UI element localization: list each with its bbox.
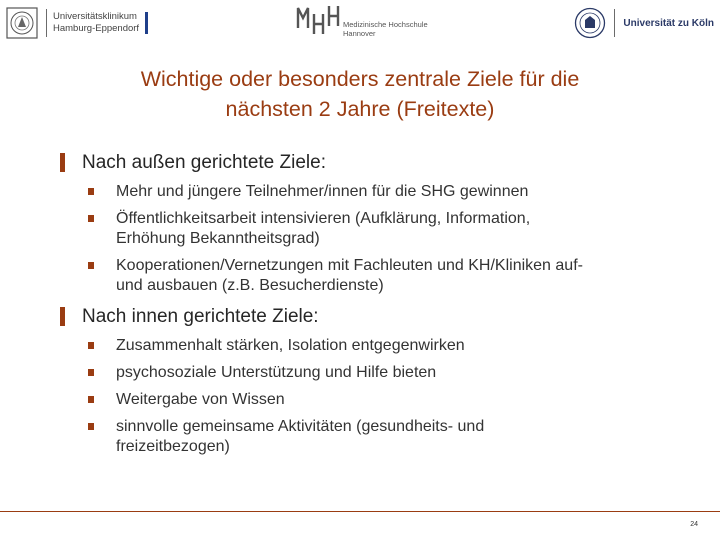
bullet-bar-icon <box>60 153 65 172</box>
section-heading-text: Nach innen gerichtete Ziele: <box>82 306 319 327</box>
uke-divider <box>46 9 47 37</box>
list-item-line: Weitergabe von Wissen <box>116 391 285 408</box>
slide-title-line-2: nächsten 2 Jahre (Freitexte) <box>225 97 495 121</box>
square-bullet-icon <box>88 262 94 269</box>
list-item-line: psychosoziale Unterstützung und Hilfe bieten <box>116 364 437 381</box>
internal-goals-list <box>60 336 680 457</box>
mhh-logo-line-2: Hannover <box>343 29 376 38</box>
list-item-text <box>116 209 680 249</box>
list-item-line: freizeitbezogen) <box>116 438 230 455</box>
list-item-line: Zusammenhalt stärken, Isolation entgegenwirken <box>116 337 465 354</box>
koeln-divider <box>614 9 615 37</box>
footer-divider <box>0 511 720 512</box>
slide-title <box>60 64 660 124</box>
bullet-bar-icon <box>60 307 65 326</box>
logo-bar <box>0 0 720 48</box>
list-item-text <box>116 417 680 457</box>
mhh-mark-icon <box>296 4 340 34</box>
list-item-text <box>116 182 680 202</box>
section-heading-text: Nach außen gerichtete Ziele: <box>82 152 326 173</box>
list-item-line: sinnvolle gemeinsame Aktivitäten (gesundheits- und <box>116 418 485 435</box>
square-bullet-icon <box>88 396 94 403</box>
slide-title-line-1: Wichtige oder besonders zentrale Ziele für die <box>140 67 580 91</box>
list-item-line: Erhöhung Bekanntheitsgrad) <box>116 230 320 247</box>
uke-logo <box>6 6 148 40</box>
square-bullet-icon <box>88 369 94 376</box>
list-item <box>60 336 680 356</box>
list-item-text <box>116 363 680 383</box>
slide-content <box>60 150 680 465</box>
square-bullet-icon <box>88 342 94 349</box>
list-item-line: Mehr und jüngere Teilnehmer/innen für die SHG gewinnen <box>116 183 529 200</box>
list-item <box>60 363 680 383</box>
koeln-logo-text: Universität zu Köln <box>623 17 714 29</box>
page-number: 24 <box>690 521 698 528</box>
list-item <box>60 417 680 457</box>
list-item-text <box>116 256 680 296</box>
koeln-logo <box>574 6 714 40</box>
section-heading-external <box>60 150 680 176</box>
list-item <box>60 390 680 410</box>
mhh-logo-text <box>343 20 428 38</box>
list-item-text <box>116 390 680 410</box>
koeln-seal-icon <box>574 7 606 39</box>
uke-logo-text <box>53 11 139 35</box>
list-item-line: und ausbauen (z.B. Besucherdienste) <box>116 277 384 294</box>
square-bullet-icon <box>88 215 94 222</box>
list-item-text <box>116 336 680 356</box>
square-bullet-icon <box>88 188 94 195</box>
uke-accent-bar <box>145 12 148 34</box>
list-item <box>60 209 680 249</box>
list-item <box>60 182 680 202</box>
section-heading-internal <box>60 304 680 330</box>
mhh-logo-line-1: Medizinische Hochschule <box>343 20 428 29</box>
uke-logo-line-2: Hamburg-Eppendorf <box>53 23 140 34</box>
external-goals-list <box>60 182 680 296</box>
square-bullet-icon <box>88 423 94 430</box>
list-item-line: Öffentlichkeitsarbeit intensivieren (Aufklärung, Information, <box>116 210 531 227</box>
list-item <box>60 256 680 296</box>
uke-seal-icon <box>6 7 38 39</box>
mhh-logo <box>296 4 428 42</box>
uke-logo-line-1: Universitätsklinikum <box>53 11 137 22</box>
list-item-line: Kooperationen/Vernetzungen mit Fachleuten und KH/Kliniken auf- <box>116 257 583 274</box>
